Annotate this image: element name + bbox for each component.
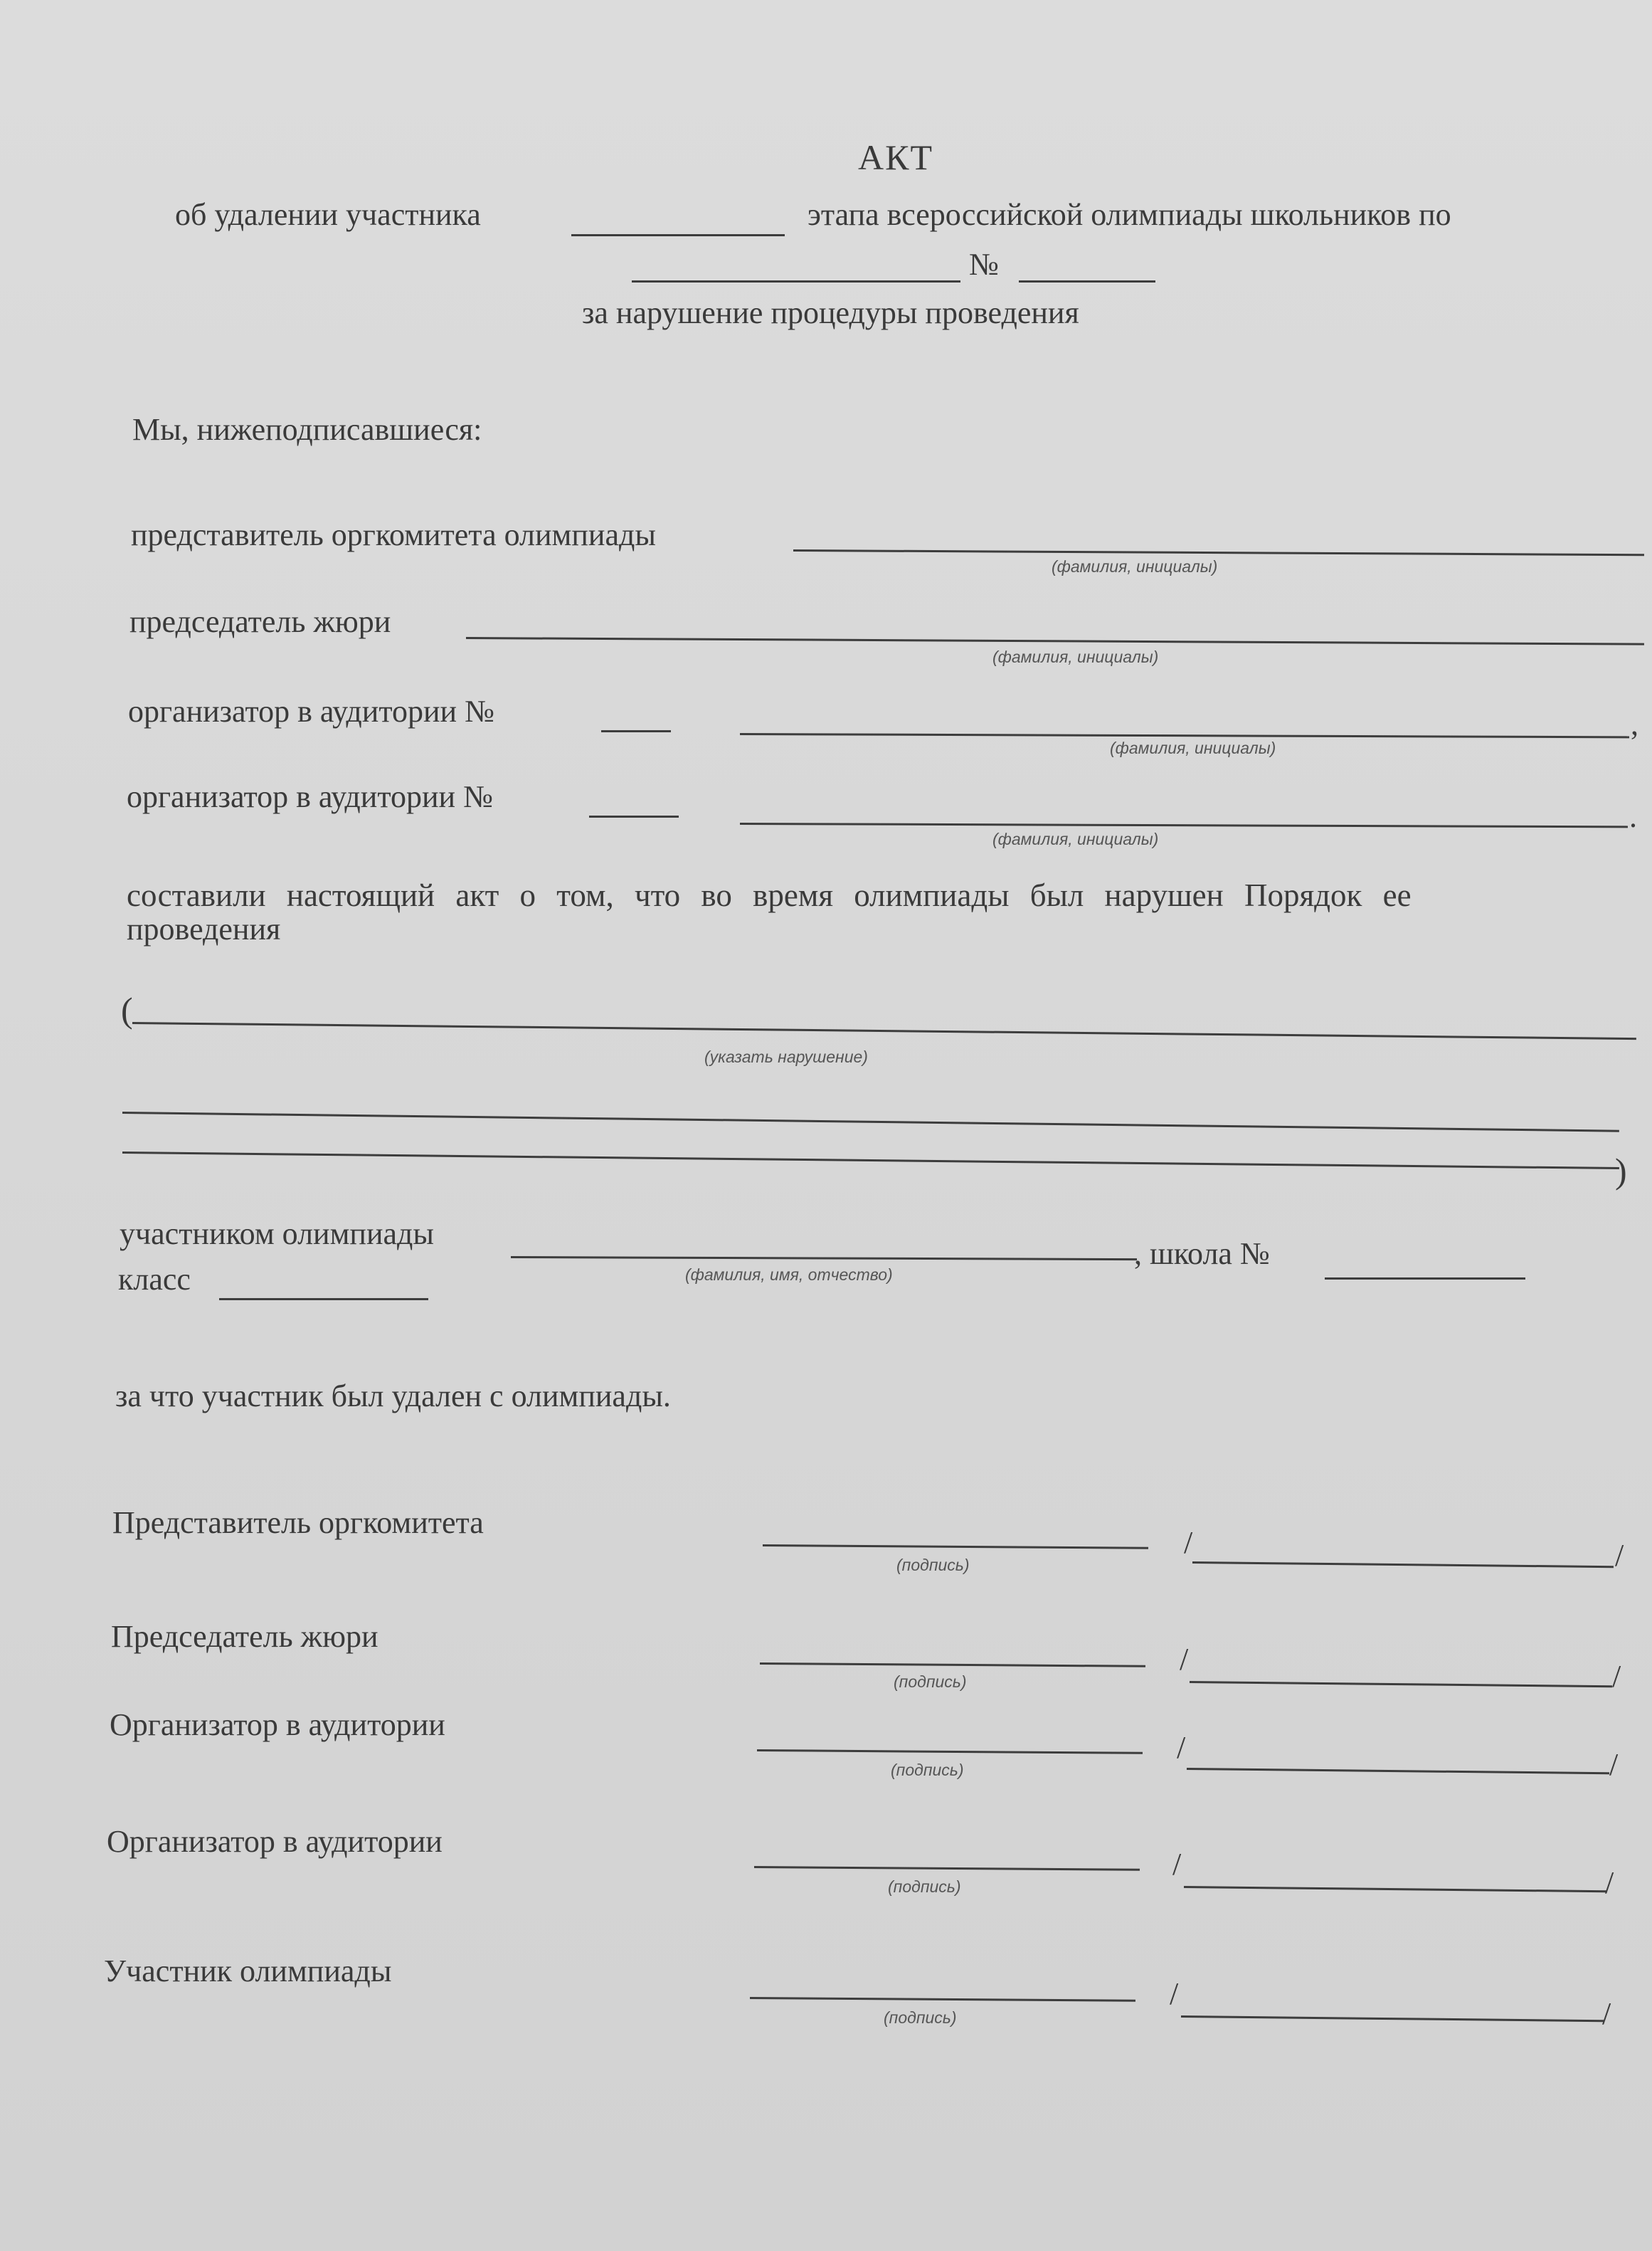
heading-number-sign: № bbox=[969, 247, 999, 282]
violation-open-paren: ( bbox=[121, 990, 133, 1030]
participant-name-hint: (фамилия, имя, отчество) bbox=[685, 1265, 893, 1284]
org2-period: . bbox=[1629, 799, 1637, 834]
sig-org1-signature-line bbox=[757, 1749, 1143, 1754]
school-number-line bbox=[1325, 1277, 1525, 1280]
sig-chair-label: Председатель жюри bbox=[111, 1619, 378, 1654]
org2-name-hint: (фамилия, инициалы) bbox=[992, 830, 1159, 848]
org1-room-line bbox=[601, 730, 671, 732]
sig-chair-signature-line bbox=[760, 1662, 1145, 1667]
participant-label: участником олимпиады bbox=[120, 1216, 434, 1251]
rep-label: представитель оргкомитета олимпиады bbox=[131, 517, 656, 552]
sig-participant-label: Участник олимпиады bbox=[104, 1954, 392, 1988]
statement-line1: составили настоящий акт о том, что во время олимпиады был нарушен Порядок ее bbox=[127, 877, 1412, 913]
sig-participant-slash-left: / bbox=[1170, 1976, 1179, 2011]
removed-text: за что участник был удален с олимпиады. bbox=[115, 1378, 671, 1413]
doc-title: АКТ bbox=[858, 137, 933, 177]
org1-label: организатор в аудитории № bbox=[128, 694, 495, 729]
statement-line2: проведения bbox=[127, 912, 281, 947]
sig-org1-slash-right: / bbox=[1609, 1747, 1619, 1782]
sig-chair-name-line bbox=[1190, 1681, 1612, 1687]
rep-name-line bbox=[793, 549, 1644, 556]
sig-org2-slash-left: / bbox=[1172, 1847, 1182, 1882]
sig-participant-slash-right: / bbox=[1602, 1996, 1611, 2031]
org1-name-line bbox=[740, 733, 1629, 738]
sig-rep-slash-right: / bbox=[1615, 1538, 1624, 1573]
sig-org2-slash-right: / bbox=[1605, 1865, 1614, 1900]
sig-rep-slash-left: / bbox=[1184, 1525, 1193, 1560]
violation-line-1 bbox=[132, 1022, 1636, 1040]
violation-line-3 bbox=[122, 1151, 1619, 1169]
school-label: , школа № bbox=[1134, 1236, 1270, 1271]
sig-chair-slash-right: / bbox=[1612, 1659, 1621, 1694]
chair-name-hint: (фамилия, инициалы) bbox=[992, 648, 1159, 666]
chair-name-line bbox=[466, 637, 1644, 645]
sig-rep-label: Представитель оргкомитета bbox=[112, 1505, 484, 1540]
participant-name-line bbox=[511, 1256, 1137, 1260]
sig-org2-name-line bbox=[1184, 1886, 1606, 1892]
org1-name-hint: (фамилия, инициалы) bbox=[1110, 739, 1276, 757]
sig-org1-label: Организатор в аудитории bbox=[110, 1707, 445, 1742]
sig-chair-slash-left: / bbox=[1180, 1642, 1189, 1677]
stage-blank-line bbox=[571, 234, 785, 236]
sig-participant-signature-line bbox=[750, 1997, 1135, 2002]
sig-rep-signature-line bbox=[763, 1544, 1148, 1549]
sig-org2-hint: (подпись) bbox=[888, 1877, 961, 1896]
sig-org2-signature-line bbox=[754, 1866, 1140, 1871]
violation-close-paren: ) bbox=[1615, 1151, 1627, 1191]
org2-room-line bbox=[589, 816, 679, 818]
subject-blank-line bbox=[632, 280, 960, 283]
violation-line-2 bbox=[122, 1112, 1619, 1132]
sig-org2-label: Организатор в аудитории bbox=[107, 1824, 443, 1859]
violation-hint: (указать нарушение) bbox=[704, 1048, 868, 1066]
org1-comma: , bbox=[1631, 707, 1638, 742]
sig-org1-slash-left: / bbox=[1177, 1730, 1186, 1765]
org2-name-line bbox=[740, 823, 1628, 828]
sig-participant-hint: (подпись) bbox=[884, 2008, 957, 2027]
olympiad-number-blank-line bbox=[1019, 280, 1155, 283]
we-undersigned: Мы, нижеподписавшиеся: bbox=[132, 412, 482, 447]
heading-part1: об удалении участника bbox=[175, 197, 481, 232]
sig-participant-name-line bbox=[1181, 2015, 1604, 2022]
sig-org1-hint: (подпись) bbox=[891, 1761, 964, 1779]
heading-line3: за нарушение процедуры проведения bbox=[582, 295, 1079, 330]
sig-rep-hint: (подпись) bbox=[896, 1556, 970, 1574]
sig-chair-hint: (подпись) bbox=[894, 1672, 967, 1691]
org2-label: организатор в аудитории № bbox=[127, 779, 494, 814]
class-line bbox=[219, 1298, 428, 1300]
sig-org1-name-line bbox=[1187, 1768, 1609, 1774]
rep-name-hint: (фамилия, инициалы) bbox=[1052, 557, 1218, 576]
heading-part2: этапа всероссийской олимпиады школьников по bbox=[808, 197, 1451, 232]
class-label: класс bbox=[118, 1262, 191, 1297]
sig-rep-name-line bbox=[1192, 1561, 1614, 1568]
chair-label: председатель жюри bbox=[129, 604, 391, 639]
